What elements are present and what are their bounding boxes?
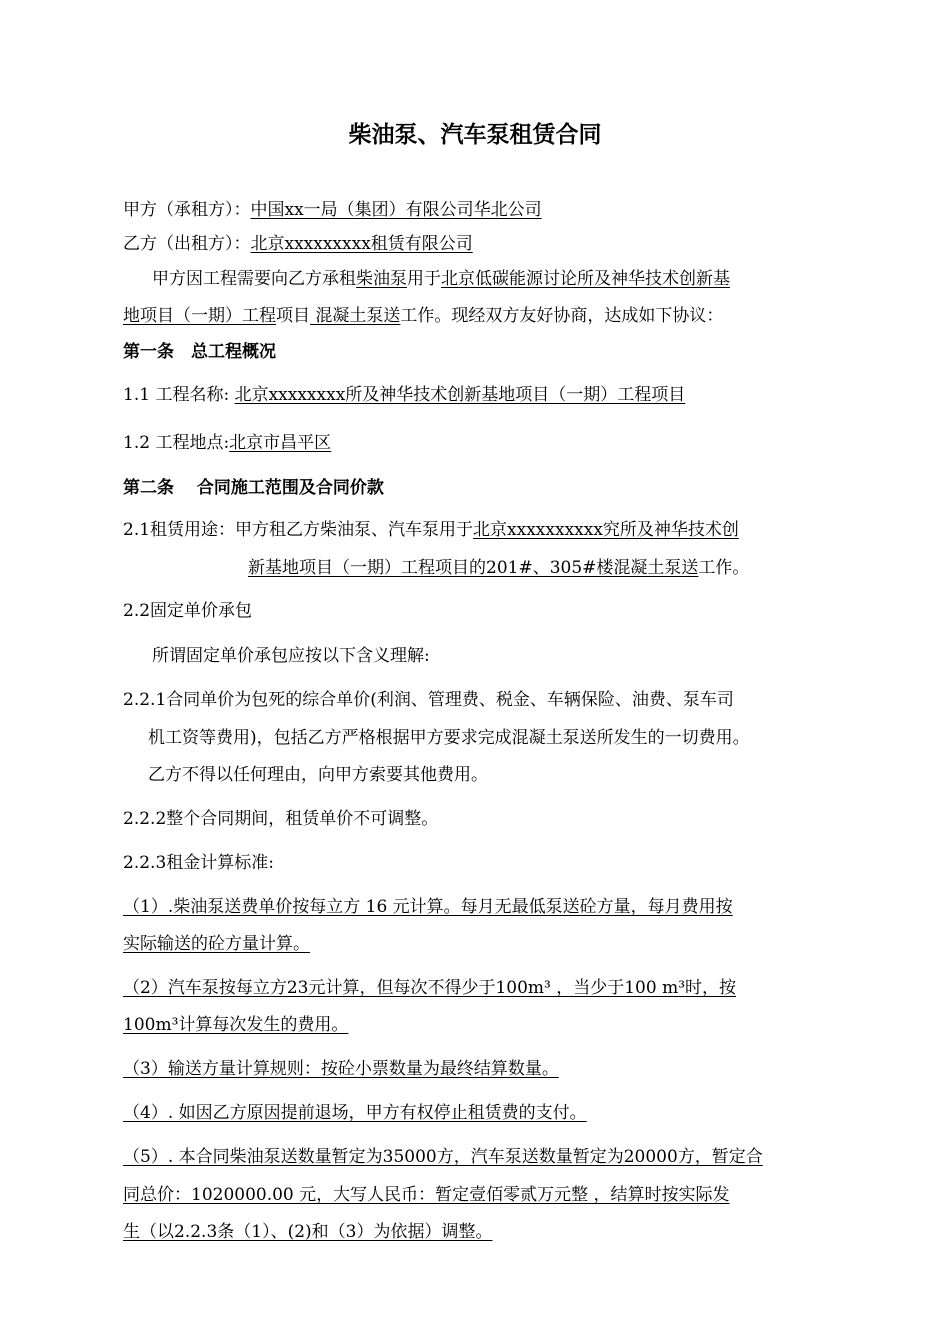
- clause-1-2: [123, 432, 832, 454]
- intro-work: 混凝土泵送: [310, 306, 401, 326]
- clause-2-2-1-line-2: 机工资等费用)，包括乙方严格根据甲方要求完成混凝土泵送所发生的一切费用。: [148, 728, 750, 748]
- item-4: [123, 1102, 832, 1124]
- item-1-line-2: [123, 933, 832, 955]
- clause-2-1-line-2: [248, 557, 832, 579]
- item-2-line-2: [123, 1014, 832, 1036]
- item-text: 生（以2.2.3条（1）、(2)和（3）为依据）调整。: [123, 1222, 493, 1242]
- clause-project: 新基地项目（一期）工程项目的201#、305#楼混凝土泵送: [248, 558, 699, 578]
- clause-2-2-3: 2.2.3租金计算标准:: [123, 853, 274, 873]
- clause-2-1-line-1: [123, 519, 832, 541]
- intro-line-1: [152, 268, 832, 290]
- item-1-line-1: [123, 896, 832, 918]
- clause-2-2: 2.2固定单价承包: [123, 601, 253, 621]
- item-text: 实际输送的砼方量计算。: [123, 934, 310, 954]
- party-a-line: [123, 199, 832, 221]
- item-2-line-1: [123, 977, 832, 999]
- item-text: （4）. 如因乙方原因提前退场，甲方有权停止租赁费的支付。: [123, 1103, 587, 1123]
- item-5-line-1: [123, 1146, 832, 1168]
- item-text: 100m³计算每次发生的费用。: [123, 1015, 349, 1035]
- article-2-heading: 第二条 合同施工范围及合同价款: [123, 478, 384, 498]
- item-5-line-3: [123, 1221, 832, 1243]
- party-b-line: [123, 233, 832, 255]
- clause-text: 工作。: [698, 558, 750, 578]
- project-name-value: 北京xxxxxxxx所及神华技术创新基地项目（一期）工程项目: [234, 385, 686, 405]
- item-text: （2）汽车泵按每立方23元计算，但每次不得少于100m³ ，当少于100 m³时，按: [123, 978, 737, 998]
- party-b-value: 北京xxxxxxxxx租赁有限公司: [250, 234, 473, 254]
- intro-text: 项目: [276, 306, 310, 326]
- intro-project: 地项目（一期）工程: [123, 306, 276, 326]
- intro-text: 甲方因工程需要向乙方承租: [152, 269, 356, 289]
- party-a-label: 甲方（承租方）：: [123, 200, 251, 220]
- item-text: （3）输送方量计算规则：按砼小票数量为最终结算数量。: [123, 1059, 559, 1079]
- intro-text: 工作。现经双方友好协商，达成如下协议：: [400, 306, 724, 326]
- item-5-line-2: [123, 1184, 832, 1206]
- project-name-label: 1.1 工程名称:: [123, 385, 230, 405]
- clause-2-2-1-line-1: 2.2.1合同单价为包死的综合单价(利润、管理费、税金、车辆保险、油费、泵车司: [123, 690, 734, 710]
- item-text: 同总价：1020000.00 元，大写人民币：暂定壹佰零贰万元整 ，结算时按实际发: [123, 1185, 730, 1205]
- intro-text: 用于: [407, 269, 441, 289]
- clause-text: 2.1租赁用途：甲方租乙方柴油泵、汽车泵用于: [123, 520, 474, 540]
- item-3: [123, 1058, 832, 1080]
- clause-project: 北京xxxxxxxxxx究所及神华技术创: [473, 520, 739, 540]
- item-text: （1）.柴油泵送费单价按每立方 16 元计算。每月无最低泵送砼方量，每月费用按: [123, 897, 733, 917]
- intro-project: 北京低碳能源讨论所及神华技术创新基: [441, 269, 730, 289]
- clause-2-2-desc: 所谓固定单价承包应按以下含义理解:: [152, 646, 430, 666]
- document-title: 柴油泵、汽车泵租赁合同: [348, 122, 602, 148]
- article-1-heading: 第一条 总工程概况: [123, 342, 276, 362]
- party-a-value: 中国xx一局（集团）有限公司华北公司: [250, 200, 542, 220]
- clause-2-2-1-line-3: 乙方不得以任何理由，向甲方索要其他费用。: [148, 765, 488, 785]
- clause-1-1: [123, 384, 832, 406]
- party-b-label: 乙方（出租方）：: [123, 234, 251, 254]
- intro-equipment: 柴油泵: [356, 269, 407, 289]
- item-text: （5）. 本合同柴油泵送数量暂定为35000方，汽车泵送数量暂定为20000方，暂定合: [123, 1147, 763, 1167]
- intro-line-2: [123, 305, 832, 327]
- project-location-label: 1.2 工程地点:: [123, 433, 230, 453]
- project-location-value: 北京市昌平区: [229, 433, 332, 453]
- clause-2-2-2: 2.2.2整个合同期间，租赁单价不可调整。: [123, 809, 439, 829]
